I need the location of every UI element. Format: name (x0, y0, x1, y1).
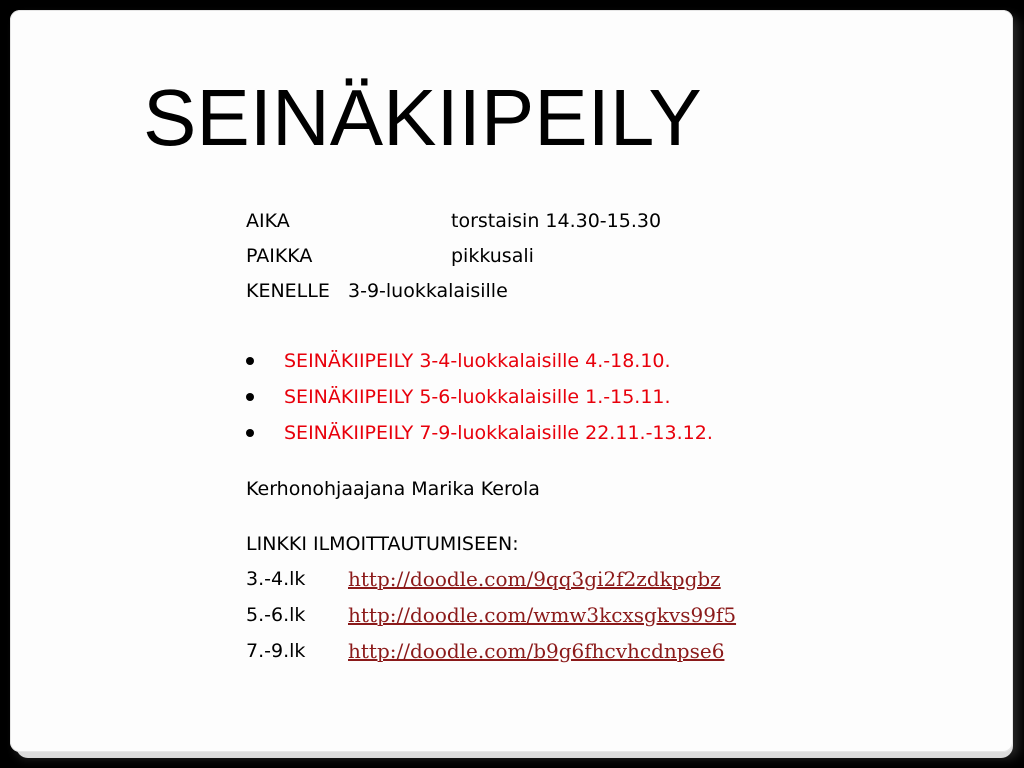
info-value: 3-9-luokkalaisille (348, 280, 508, 302)
info-label: AIKA (246, 210, 290, 232)
info-value: torstaisin 14.30-15.30 (451, 210, 662, 232)
info-value: pikkusali (451, 245, 534, 267)
info-row-place (246, 240, 534, 272)
bullet-icon (246, 429, 254, 437)
slide-title: SEINÄKIIPEILY (143, 73, 702, 162)
bullet-icon (246, 357, 254, 365)
link-row (246, 599, 896, 631)
list-item (246, 345, 846, 377)
link-row (246, 635, 896, 667)
info-row-time (246, 205, 662, 237)
list-item (246, 417, 846, 449)
grade-label: 3.-4.lk (246, 568, 306, 590)
bullet-text: SEINÄKIIPEILY 5-6-luokkalaisille 1.-15.11. (284, 386, 671, 408)
bullet-text: SEINÄKIIPEILY 7-9-luokkalaisille 22.11.-13.12. (284, 422, 713, 444)
bullet-icon (246, 393, 254, 401)
info-row-audience (246, 275, 508, 307)
list-item (246, 381, 846, 413)
info-label: KENELLE (246, 280, 330, 302)
grade-label: 5.-6.lk (246, 604, 306, 626)
info-label: PAIKKA (246, 245, 313, 267)
bullet-text: SEINÄKIIPEILY 3-4-luokkalaisille 4.-18.10. (284, 350, 671, 372)
instructor-text: Kerhonohjaajana Marika Kerola (246, 478, 540, 500)
doodle-link[interactable]: http://doodle.com/b9g6fhcvhcdnpse6 (348, 639, 725, 663)
doodle-link[interactable]: http://doodle.com/wmw3kcxsgkvs99f5 (348, 603, 737, 627)
doodle-link[interactable]: http://doodle.com/9qq3gi2f2zdkpgbz (348, 567, 721, 591)
grade-label: 7.-9.lk (246, 640, 306, 662)
link-heading: LINKKI ILMOITTAUTUMISEEN: (246, 533, 519, 555)
link-row (246, 563, 896, 595)
